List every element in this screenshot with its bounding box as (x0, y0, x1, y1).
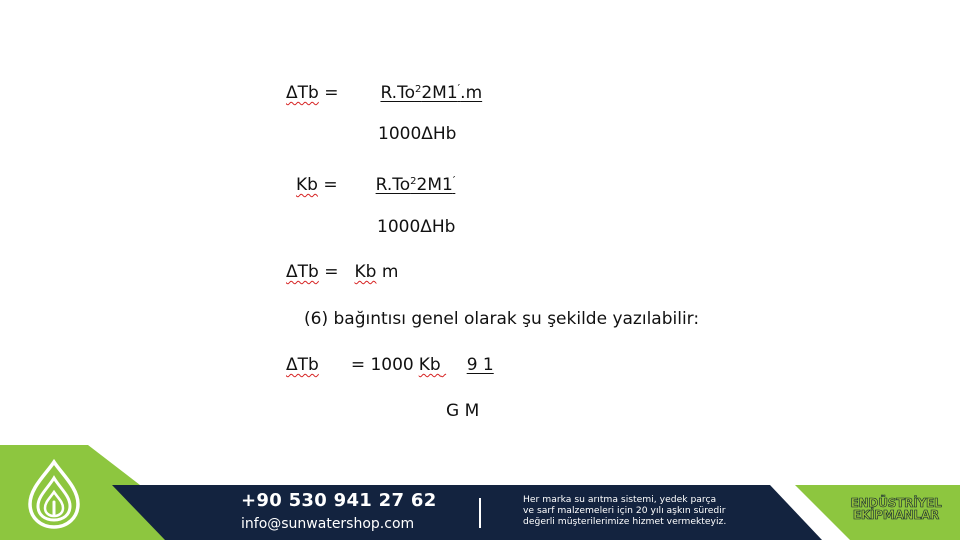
eq2-denominator: 1000ΔHb (377, 217, 456, 237)
eq1-lhs: ΔTb (286, 83, 319, 103)
eq4-lhs: ΔTb (286, 355, 319, 375)
brand-logo-text: ENDÜSTRİYEL EKİPMANLAR (850, 496, 942, 522)
eq2-equals: = (317, 175, 338, 195)
eq1-equals: = (318, 83, 339, 103)
eq2-lhs: Kb (296, 175, 318, 195)
eq1-denominator: 1000ΔHb (378, 124, 457, 144)
equation-3 (286, 262, 398, 282)
equation-4 (286, 355, 498, 375)
explanation-sentence: (6) bağıntısı genel olarak şu şekilde yazılabilir: (304, 309, 700, 329)
eq3-m: m (376, 262, 399, 282)
phone-number[interactable]: +90 530 941 27 62 (241, 490, 437, 511)
footer-tagline: Her marka su arıtma sistemi, yedek parça ve sarf malzemeleri için 20 yılı aşkın süredir değerli müşterilerimize hizmet vermekteyiz. (523, 494, 727, 527)
water-drop-icon (24, 458, 84, 530)
eq4-kb: Kb (418, 355, 441, 375)
eq3-kb: Kb (354, 262, 377, 282)
equation-1 (286, 79, 482, 103)
eq3-lhs: ΔTb (286, 262, 319, 282)
footer-divider (479, 498, 481, 528)
eq1-numerator: R.To$^2$2M1′.m (380, 82, 483, 103)
equation-2 (296, 171, 455, 195)
email-link[interactable]: info@sunwatershop.com (241, 516, 415, 532)
eq4-denominator: G M (446, 401, 480, 421)
eq4-numerator: 9 1 (466, 355, 494, 375)
eq3-equals: = (318, 262, 339, 282)
eq2-numerator: R.To$^2$2M1′ (375, 174, 456, 195)
eq4-equals: = 1000 (350, 355, 414, 375)
